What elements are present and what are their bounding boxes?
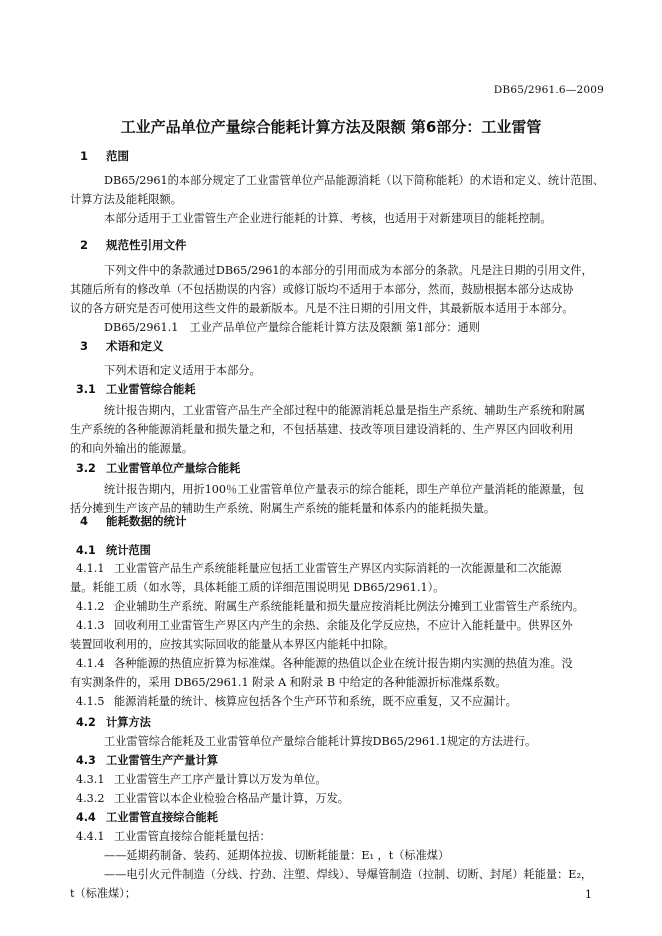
section-heading: 4 能耗数据的统计 (80, 514, 187, 528)
paragraph: 工业雷管综合能耗及工业雷管单位产量综合能耗计算按DB65/2961.1规定的方法进行。 (104, 735, 537, 748)
subsection-heading: 4.1 统计范围 (76, 544, 151, 557)
section-heading: 2 规范性引用文件 (80, 238, 187, 252)
subsection-heading: 4.4 工业雷管直接综合能耗 (76, 811, 218, 824)
section-heading: 1 范围 (80, 149, 129, 163)
paragraph: 统计报告期内，工业雷管产品生产全部过程中的能源消耗总量是指生产系统、辅助生产系统和附属 生产系统的各种能源消耗量和损失量之和，不包括基建、技改等项目建设消耗的、生产界区内回收利用 的和向外输出的能源量。 (70, 404, 586, 455)
paragraph: 下列术语和定义适用于本部分。 (104, 364, 261, 377)
subsection-heading: 4.3 工业雷管生产产量计算 (76, 754, 218, 767)
clause-list: 4.3.1 工业雷管生产工序产量计算以万发为单位。 4.3.2 工业雷管以本企业检验合格品产量计算，万发。 (76, 773, 349, 805)
section-heading: 3 术语和定义 (80, 339, 164, 353)
subsection-heading: 3.1 工业雷管综合能耗 (76, 383, 196, 396)
clause-list: 4.4.1 工业雷管直接综合能耗量包括： ——延期药制备、装药、延期体拉拔、切断耗能量：E₁ ，t（标准煤） ——电引火元件制造（分线、拧劲、注塑、焊线）、导爆管制造（拉制、切断、封尾）耗能量：E₂， t（标准煤）； (70, 830, 593, 900)
document-title: 工业产品单位产量综合能耗计算方法及限额 第6部分：工业雷管 (120, 118, 542, 136)
standard-code: DB65/2961.6—2009 (493, 84, 604, 96)
paragraph: DB65/2961的本部分规定了工业雷管单位产品能源消耗（以下简称能耗）的术语和定义、统计范围、 计算方法及能耗限额。 本部分适用于工业雷管生产企业进行能耗的计算、考核，也适用于对新建项目的能耗控制。 (70, 174, 604, 225)
subsection-heading: 3.2 工业雷管单位产量综合能耗 (76, 462, 241, 475)
subsection-heading: 4.2 计算方法 (76, 716, 151, 729)
paragraph: 下列文件中的条款通过DB65/2961的本部分的引用而成为本部分的条款。凡是注日期的引用文件， 其随后所有的修改单（不包括勘误的内容）或修订版均不适用于本部分，然而，鼓励根据本部分达成协 议的各方研究是否可使用这些文件的最新版本。凡是不注日期的引用文件，其最新版本适用于本部分。 DB65/2961.1 工业产品单位产量综合能耗计算方法及限额 第1部分：通则 (70, 264, 593, 334)
paragraph: 统计报告期内，用折100％工业雷管单位产量表示的综合能耗，即生产单位产量消耗的能源量，包 括分摊到生产该产品的辅助生产系统、附属生产系统的能耗量和体系内的能耗损失量。 (70, 483, 585, 515)
page-number: 1 (585, 888, 592, 901)
clause-list: 4.1.1 工业雷管产品生产系统能耗量应包括工业雷管生产界区内实际消耗的一次能源量和二次能源 量。耗能工质（如水等，具体耗能工质的详细范围说明见 DB65/2961.1）。 4.1.2 企业辅助生产系统、附属生产系统能耗量和损失量应按消耗比例法分摊到工业雷管生产系统内。 4.1.3 回收利用工业雷管生产界区内产生的余热、余能及化学反应热，不应计入能耗量中。供界区外 装置回收利用的，应按其实际回收的能量从本界区内能耗中扣除。 4.1.4 各种能源的热值应折算为标准煤。各种能源的热值以企业在统计报告期内实测的热值为准。没 有实测条件的，采用 DB65/2961.1 附录 A 和附录 B 中给定的各种能源折标准煤系数。 4.1.5 能源消耗量的统计、核算应包括各个生产环节和系统，既不应重复，又不应漏计。 (70, 562, 584, 708)
